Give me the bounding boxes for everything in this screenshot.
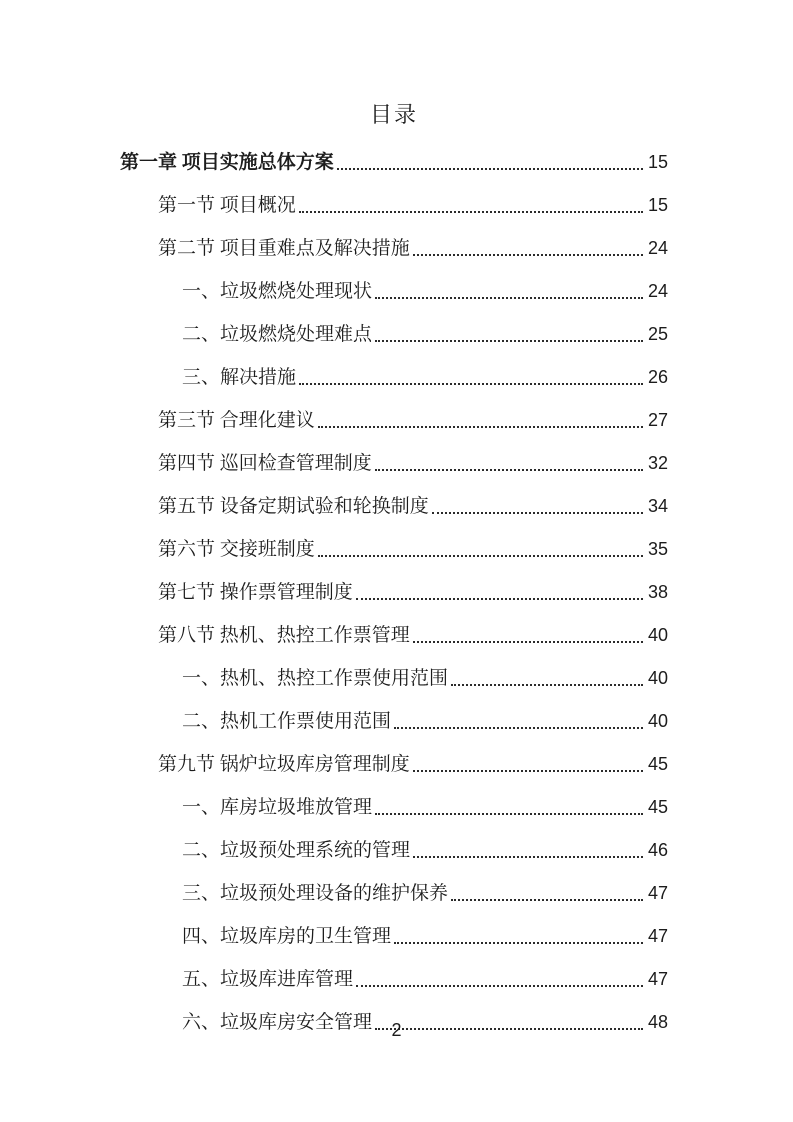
toc-entry[interactable] (120, 280, 668, 303)
dot-leader (318, 426, 643, 428)
toc-entry[interactable] (120, 968, 668, 991)
toc-entry[interactable] (120, 581, 668, 604)
toc-entry-label: 第二节 项目重难点及解决措施 (158, 238, 410, 259)
dot-leader (318, 555, 643, 557)
toc-entry-label: 第六节 交接班制度 (158, 539, 315, 560)
dot-leader (375, 813, 643, 815)
dot-leader (394, 727, 643, 729)
toc-entry-page: 47 (647, 926, 668, 946)
toc-entry-page: 45 (647, 754, 668, 774)
toc-entry-page: 27 (647, 410, 668, 430)
toc-entry-page: 45 (647, 797, 668, 817)
toc-entry-label: 四、垃圾库房的卫生管理 (182, 926, 392, 947)
dot-leader (356, 598, 643, 600)
toc-entry-label: 三、解决措施 (182, 367, 297, 388)
dot-leader (299, 383, 643, 385)
dot-leader (299, 211, 643, 213)
toc-entry-label: 一、垃圾燃烧处理现状 (182, 281, 373, 302)
toc-entry-page: 40 (647, 668, 668, 688)
toc-entry[interactable] (120, 882, 668, 905)
toc-entry[interactable] (120, 194, 668, 217)
toc-entry-page: 24 (647, 281, 668, 301)
toc-entry-label: 二、垃圾燃烧处理难点 (182, 324, 373, 345)
toc-entry[interactable] (120, 753, 668, 776)
toc-entry-label: 一、库房垃圾堆放管理 (182, 797, 373, 818)
dot-leader (413, 254, 643, 256)
toc-entry-label: 第四节 巡回检查管理制度 (158, 453, 372, 474)
toc-entry-page: 25 (647, 324, 668, 344)
dot-leader (413, 770, 643, 772)
dot-leader (413, 856, 643, 858)
toc-entry-label: 第一节 项目概况 (158, 195, 296, 216)
toc-entry-page: 38 (647, 582, 668, 602)
dot-leader (337, 168, 643, 170)
toc-entry[interactable] (120, 452, 668, 475)
dot-leader (375, 340, 643, 342)
toc-entry[interactable] (120, 839, 668, 862)
toc-entry[interactable] (120, 366, 668, 389)
toc-entry-label: 五、垃圾库进库管理 (182, 969, 354, 990)
toc-entry[interactable] (120, 409, 668, 432)
toc-entry[interactable] (120, 237, 668, 260)
toc-entry-page: 46 (647, 840, 668, 860)
toc-entry-label: 三、垃圾预处理设备的维护保养 (182, 883, 449, 904)
dot-leader (394, 942, 643, 944)
toc-entry[interactable] (120, 925, 668, 948)
page-footer (0, 1020, 793, 1041)
toc-entry-label: 二、热机工作票使用范围 (182, 711, 392, 732)
toc-entry-page: 24 (647, 238, 668, 258)
page-title: 目录 (369, 102, 418, 127)
toc-entry-label: 一、热机、热控工作票使用范围 (182, 668, 449, 689)
toc-entry[interactable] (120, 667, 668, 690)
toc-entry-label: 第八节 热机、热控工作票管理 (158, 625, 410, 646)
toc-entry-label: 第九节 锅炉垃圾库房管理制度 (158, 754, 410, 775)
toc-entry[interactable] (120, 710, 668, 733)
toc-entry[interactable] (120, 151, 668, 174)
dot-leader (413, 641, 643, 643)
toc-entry[interactable] (120, 323, 668, 346)
toc-entry-page: 47 (647, 969, 668, 989)
toc-entry-label: 第五节 设备定期试验和轮换制度 (158, 496, 429, 517)
footer-page-number: 2 (391, 1020, 402, 1040)
toc-entry-page: 47 (647, 883, 668, 903)
toc-entry-page: 15 (647, 195, 668, 215)
toc-entry-page: 48 (647, 1012, 668, 1032)
toc-entry-page: 15 (647, 152, 668, 172)
toc-entry[interactable] (120, 538, 668, 561)
dot-leader (451, 899, 643, 901)
toc-entry[interactable] (120, 495, 668, 518)
toc-list (120, 151, 668, 1034)
toc-entry-page: 32 (647, 453, 668, 473)
toc-entry-page: 40 (647, 711, 668, 731)
toc-entry[interactable] (120, 796, 668, 819)
toc-entry-label: 二、垃圾预处理系统的管理 (182, 840, 411, 861)
toc-entry-page: 26 (647, 367, 668, 387)
dot-leader (451, 684, 643, 686)
toc-entry-page: 35 (647, 539, 668, 559)
toc-entry-label: 六、垃圾库房安全管理 (182, 1012, 373, 1033)
toc-entry-label: 第七节 操作票管理制度 (158, 582, 353, 603)
toc-entry-label: 第三节 合理化建议 (158, 410, 315, 431)
toc-entry[interactable] (120, 624, 668, 647)
dot-leader (375, 297, 643, 299)
dot-leader (356, 985, 643, 987)
dot-leader (375, 469, 643, 471)
toc-entry-page: 34 (647, 496, 668, 516)
toc-entry-page: 40 (647, 625, 668, 645)
dot-leader (432, 512, 643, 514)
toc-entry-label: 第一章 项目实施总体方案 (120, 152, 334, 173)
